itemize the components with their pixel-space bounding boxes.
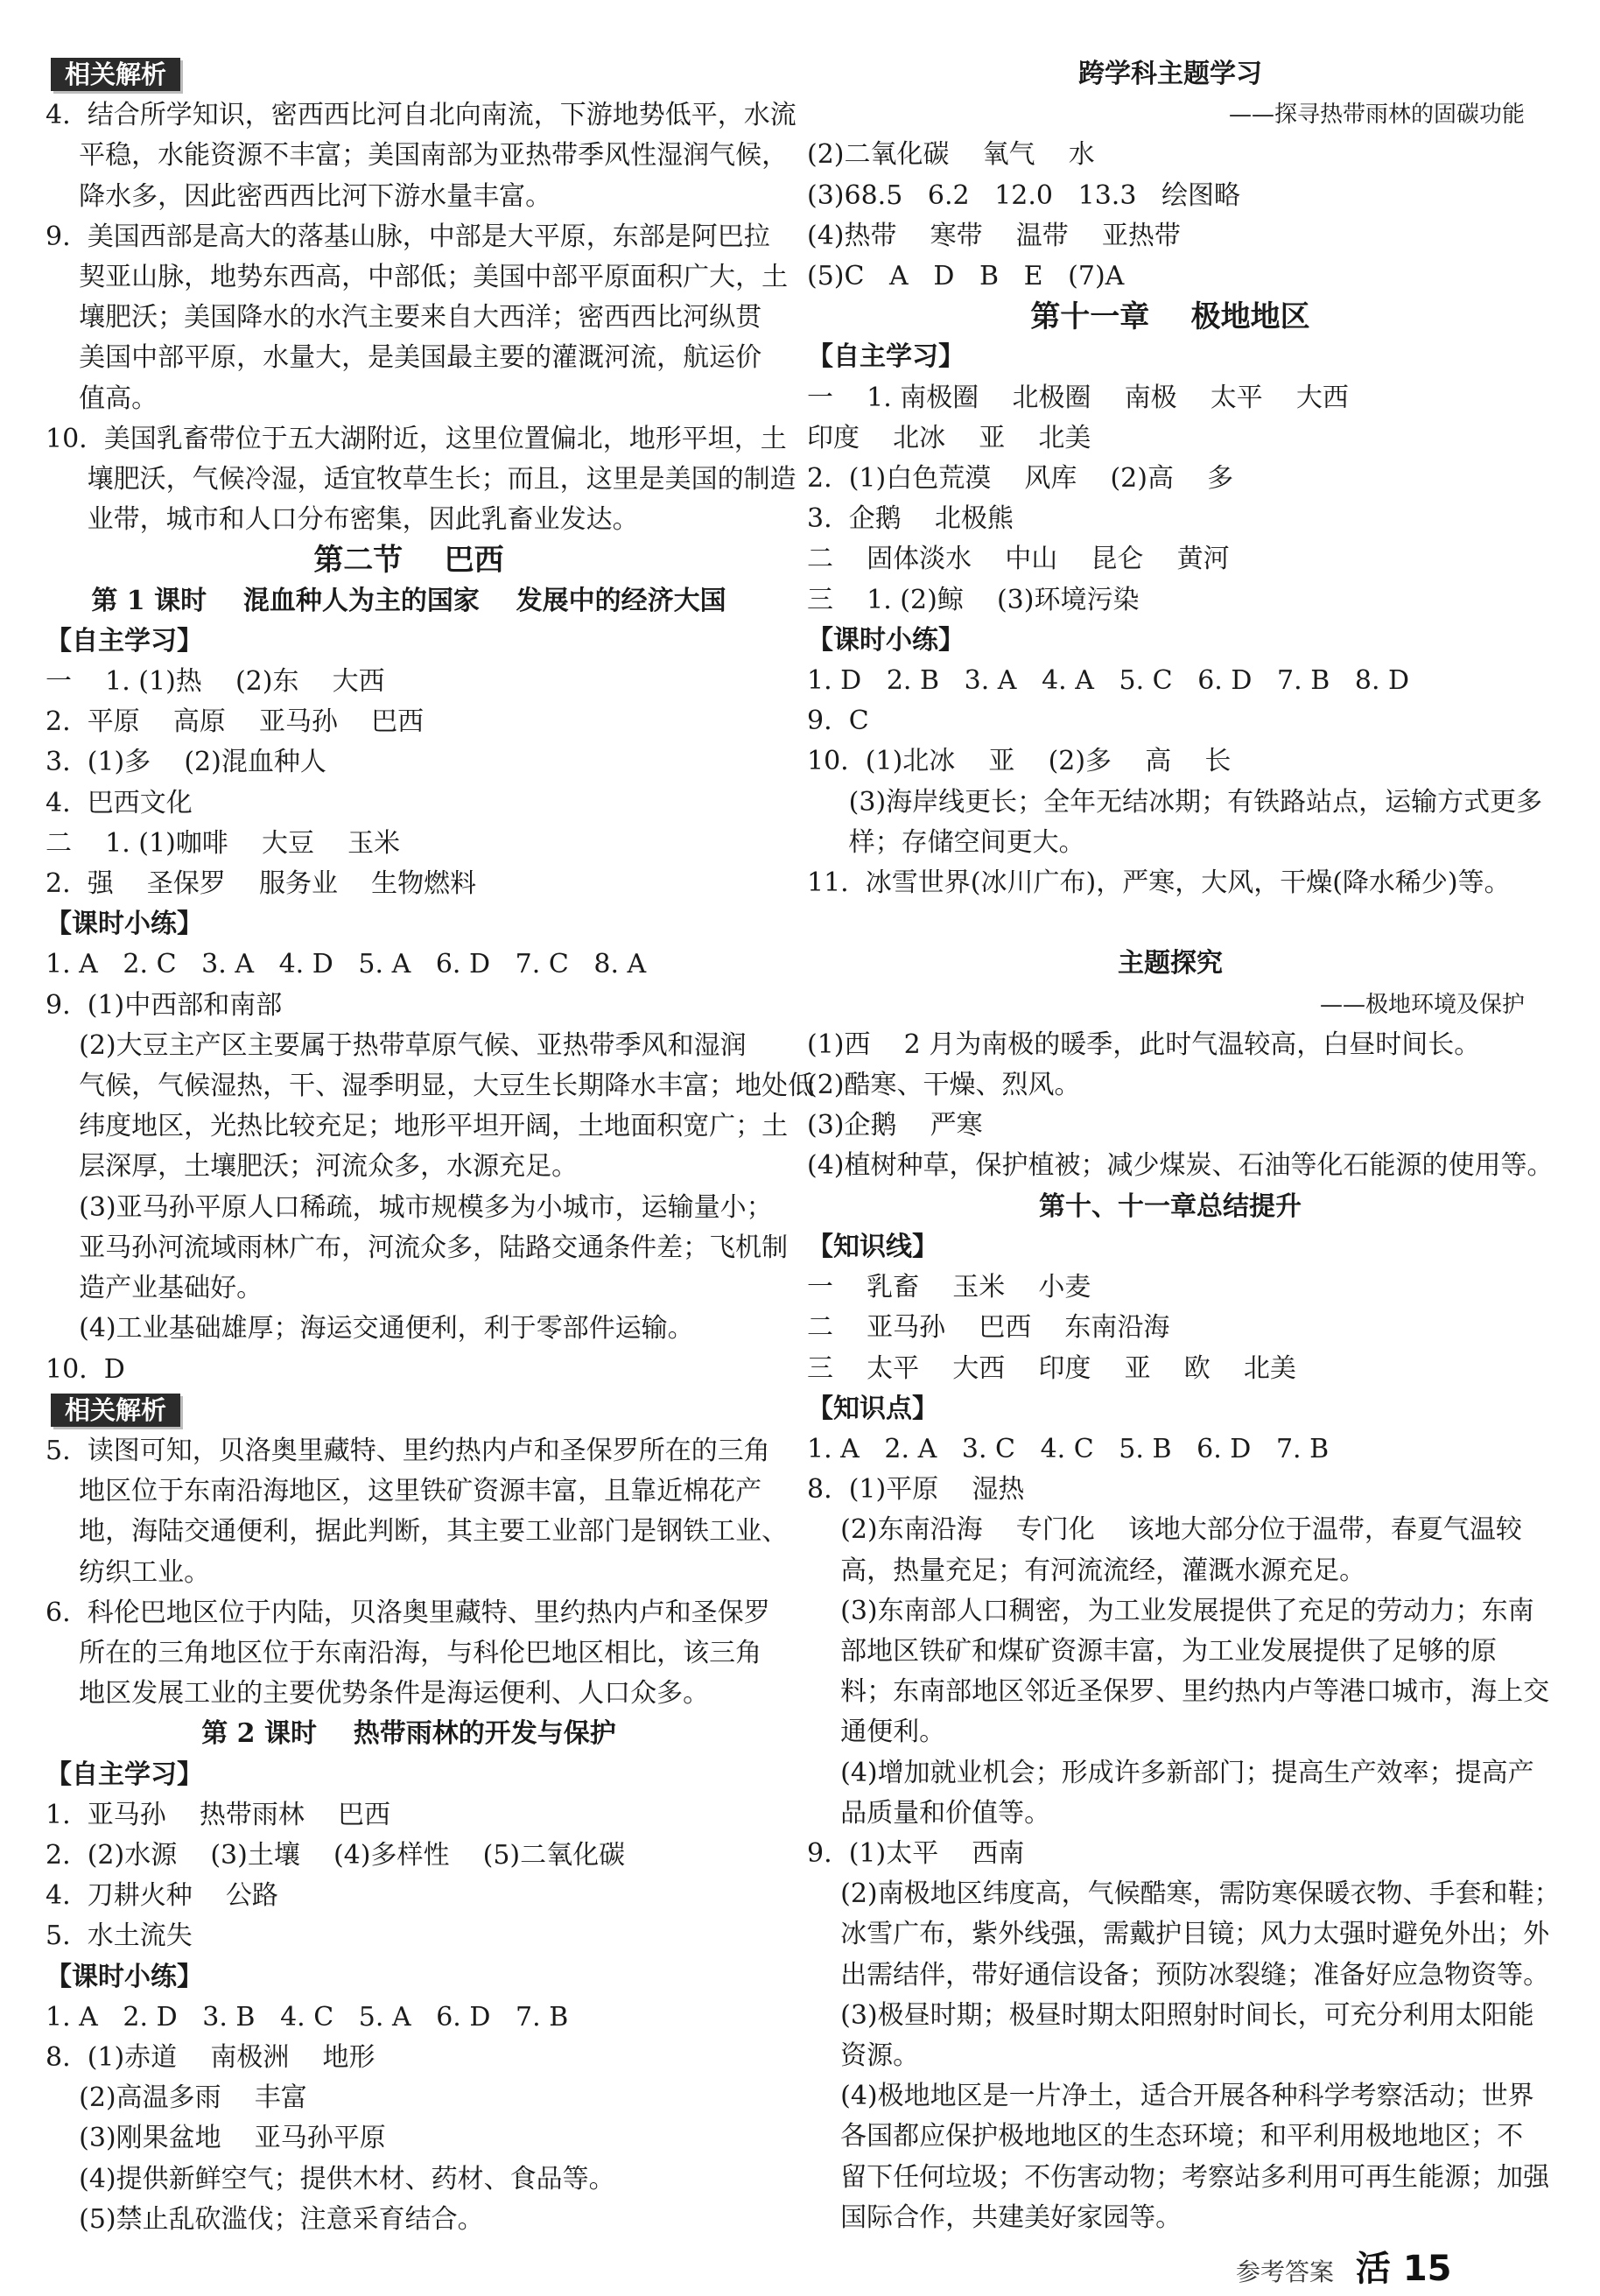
answer-line: (4)提供新鲜空气；提供木材、药材、食品等。 [46, 2163, 615, 2194]
page-number: 活 15 [1355, 2249, 1452, 2289]
answer-line: 9. (1)中西部和南部 [46, 989, 283, 1021]
chapter-heading: 第二节 巴西 [313, 543, 504, 579]
answer-line: (3)企鹅 严寒 [807, 1110, 983, 1141]
spacer-line [807, 903, 1533, 944]
answer-line: 业带，城市和人口分布密集，因此乳畜业发达。 [46, 504, 639, 536]
answer-line: 9. 美国西部是高大的落基山脉，中部是大平原，东部是阿巴拉 [46, 221, 770, 252]
answer-line: (4)极地地区是一片净土，适合开展各种科学考察活动；世界 [807, 2081, 1534, 2112]
section-tag-label: 相关解析 [51, 1394, 180, 1427]
answer-line: 6. 科伦巴地区位于内陆，贝洛奥里藏特、里约热内卢和圣保罗 [46, 1597, 770, 1628]
block-heading: 【课时小练】 [807, 624, 965, 656]
answer-line: 5. 读图可知，贝洛奥里藏特、里约热内卢和圣保罗所在的三角 [46, 1435, 770, 1466]
answer-line: (2)酷寒、干燥、烈风。 [807, 1070, 1081, 1101]
answer-line: 样；存储空间更大。 [807, 826, 1085, 858]
answer-line: (5)禁止乱砍滥伐；注意采育结合。 [46, 2203, 484, 2235]
answer-line: 1. 亚马孙 热带雨林 巴西 [46, 1799, 390, 1830]
answer-line: 10. 美国乳畜带位于五大湖附近，这里位置偏北，地形平坦，土 [46, 423, 787, 454]
answer-line: 值高。 [46, 383, 158, 414]
answer-line: 纬度地区，光热比较充足；地形平坦开阔，土地面积宽广；土 [46, 1111, 789, 1142]
answer-line: (3)亚马孙平原人口稀疏，城市规模多为小城市，运输量小； [46, 1191, 773, 1223]
answer-line: (3)极昼时期；极昼时期太阳照射时间长，可充分利用太阳能 [807, 1999, 1534, 2031]
left-column [46, 54, 815, 2240]
answer-line: (3)东南部人口稠密，为工业发展提供了充足的劳动力；东南 [807, 1595, 1534, 1626]
answer-line: 亚马孙河流域雨林广布，河流众多，陆路交通条件差；飞机制 [46, 1232, 789, 1263]
answer-line: 料；东南部地区邻近圣保罗、里约热内卢等港口城市，海上交 [807, 1676, 1550, 1708]
answer-line: 2. 平原 高原 亚马孙 巴西 [46, 706, 425, 738]
answer-line: (1)西 2 月为南极的暖季，此时气温较高，白昼时间长。 [807, 1029, 1481, 1060]
block-heading: 【自主学习】 [46, 625, 203, 657]
answer-line: 所在的三角地区位于东南沿海，与科伦巴地区相比，该三角 [46, 1637, 762, 1668]
answer-line: 层深厚，土壤肥沃；河流众多，水源充足。 [46, 1151, 579, 1183]
section-tag [46, 54, 772, 95]
answer-line: 壤肥沃，气候冷湿，适宜牧草生长；而且，这里是美国的制造 [46, 464, 796, 495]
answer-line: 2. (1)白色荒漠 风库 (2)高 多 [807, 463, 1234, 495]
answer-line: 1. D 2. B 3. A 4. A 5. C 6. D 7. B 8. D [807, 665, 1410, 697]
lesson-heading: 第 1 课时 混血种人为主的国家 发展中的经济大国 [91, 585, 726, 616]
answer-line: 造产业基础好。 [46, 1273, 263, 1304]
right-column [807, 54, 1561, 2238]
answer-line: (3)68.5 6.2 12.0 13.3 绘图略 [807, 179, 1241, 211]
answer-line: 9. (1)太平 西南 [807, 1837, 1025, 1869]
answer-line: 纺织工业。 [46, 1556, 211, 1588]
answer-line: 气候，气候湿热，干、湿季明显，大豆生长期降水丰富；地处低 [46, 1071, 815, 1102]
answer-line: 地，海陆交通便利，据此判断，其主要工业部门是钢铁工业、 [46, 1516, 789, 1548]
topic-heading: 第十、十一章总结提升 [1039, 1190, 1302, 1222]
answer-line: 各国都应保护极地地区的生态环境；和平利用极地地区；不 [807, 2121, 1524, 2152]
answer-line: (2)南极地区纬度高，气候酷寒，需防寒保暖衣物、手套和鞋； [807, 1878, 1561, 1910]
answer-line: 资源。 [807, 2040, 920, 2071]
chapter-heading: 第十一章 极地地区 [1030, 299, 1310, 335]
answer-line: 2. 强 圣保罗 服务业 生物燃料 [46, 868, 477, 900]
answer-line: 4. 结合所学知识，密西西比河自北向南流，下游地势低平，水流 [46, 100, 796, 131]
answer-line: 1. A 2. C 3. A 4. D 5. A 6. D 7. C 8. A [46, 949, 647, 980]
answer-line: 4. 巴西文化 [46, 787, 193, 818]
answer-line: 3. 企鹅 北极熊 [807, 503, 1014, 535]
answer-line: (3)海岸线更长；全年无结冰期；有铁路站点，运输方式更多 [807, 786, 1543, 818]
answer-line: 一 1. (1)热 (2)东 大西 [46, 666, 385, 698]
answer-line: (2)东南沿海 专门化 该地大部分位于温带，春夏气温较 [807, 1514, 1522, 1546]
answer-line: 一 乳畜 玉米 小麦 [807, 1272, 1091, 1303]
answer-line: 高，热量充足；有河流流经，灌溉水源充足。 [807, 1555, 1366, 1586]
answer-line: (2)二氧化碳 氧气 水 [807, 139, 1095, 171]
topic-subtitle: ——极地环境及保护 [1319, 991, 1525, 1018]
topic-heading: 跨学科主题学习 [1078, 59, 1262, 89]
answer-line: (3)刚果盆地 亚马孙平原 [46, 2123, 386, 2154]
answer-line: 美国中部平原，水量大，是美国最主要的灌溉河流，航运价 [46, 342, 762, 374]
answer-line: (4)工业基础雄厚；海运交通便利，利于零部件运输。 [46, 1313, 694, 1345]
topic-heading: 主题探究 [1118, 948, 1223, 979]
block-heading: 【自主学习】 [807, 341, 965, 373]
answer-line: 三 1. (2)鲸 (3)环境污染 [807, 584, 1140, 615]
block-heading: 【自主学习】 [46, 1759, 203, 1790]
answer-line: 10. D [46, 1353, 125, 1385]
answer-line: 冰雪广布，紫外线强，需戴护目镜；风力太强时避免外出；外 [807, 1919, 1550, 1950]
answer-line: (4)植树种草，保护植被；减少煤炭、石油等化石能源的使用等。 [807, 1150, 1554, 1182]
answer-line: 8. (1)平原 湿热 [807, 1474, 1025, 1506]
answer-line: 8. (1)赤道 南极洲 地形 [46, 2041, 375, 2073]
answer-line: 地区发展工业的主要优势条件是海运便利、人口众多。 [46, 1678, 710, 1710]
section-tag-label: 相关解析 [51, 58, 180, 91]
answer-line: 契亚山脉，地势东西高，中部低；美国中部平原面积广大，土 [46, 262, 789, 293]
answer-line: 地区位于东南沿海地区，这里铁矿资源丰富，且靠近棉花产 [46, 1476, 762, 1507]
answer-line: 2. (2)水源 (3)土壤 (4)多样性 (5)二氧化碳 [46, 1839, 626, 1871]
section-tag [46, 1390, 772, 1431]
block-heading: 【知识点】 [807, 1393, 938, 1424]
answer-line: (4)热带 寒带 温带 亚热带 [807, 220, 1181, 251]
block-heading: 【知识线】 [807, 1231, 938, 1262]
answer-line: 4. 刀耕火种 公路 [46, 1880, 278, 1912]
answer-line: (5)C A D B E (7)A [807, 261, 1125, 292]
answer-line: 部地区铁矿和煤矿资源丰富，为工业发展提供了足够的原 [807, 1635, 1498, 1667]
topic-subtitle: ——探寻热带雨林的固碳功能 [1228, 102, 1525, 129]
answer-line: (2)高温多雨 丰富 [46, 2082, 307, 2114]
answer-line: 三 太平 大西 印度 亚 欧 北美 [807, 1352, 1296, 1384]
answer-line: 品质量和价值等。 [807, 1797, 1051, 1829]
answer-line: (2)大豆主产区主要属于热带草原气候、亚热带季风和湿润 [46, 1029, 747, 1061]
answer-line: 5. 水土流失 [46, 1920, 193, 1952]
footer-label: 参考答案 [1236, 2257, 1335, 2286]
answer-line: 11. 冰雪世界(冰川广布)，严寒，大风，干燥(降水稀少)等。 [807, 867, 1511, 899]
answer-line: 1. A 2. A 3. C 4. C 5. B 6. D 7. B [807, 1433, 1330, 1464]
lesson-heading: 第 2 课时 热带雨林的开发与保护 [201, 1718, 616, 1750]
answer-line: 1. A 2. D 3. B 4. C 5. A 6. D 7. B [46, 2001, 569, 2033]
answer-line: 10. (1)北冰 亚 (2)多 高 长 [807, 746, 1232, 777]
answer-line: 留下任何垃圾；不伤害动物；考察站多利用可再生能源；加强 [807, 2161, 1550, 2193]
answer-line: (4)增加就业机会；形成许多新部门；提高生产效率；提高产 [807, 1757, 1534, 1788]
answer-line: 出需结伴，带好通信设备；预防冰裂缝；准备好应急物资等。 [807, 1959, 1550, 1991]
answer-line: 通便利。 [807, 1717, 946, 1748]
answer-line: 平稳，水能资源不丰富；美国南部为亚热带季风性湿润气候， [46, 140, 789, 172]
answer-line: 一 1. 南极圈 北极圈 南极 太平 大西 [807, 382, 1349, 413]
answer-line: 二 固体淡水 中山 昆仑 黄河 [807, 544, 1230, 575]
answer-line: 9. C [807, 706, 869, 737]
block-heading: 【课时小练】 [46, 909, 203, 940]
answer-line: 降水多，因此密西西比河下游水量丰富。 [46, 180, 552, 212]
block-heading: 【课时小练】 [46, 1961, 203, 1992]
answer-line: 国际合作，共建美好家园等。 [807, 2201, 1182, 2233]
answer-line: 3. (1)多 (2)混血种人 [46, 747, 326, 778]
answer-line: 二 亚马孙 巴西 东南沿海 [807, 1312, 1170, 1344]
answer-line: 壤肥沃；美国降水的水汽主要来自大西洋；密西西比河纵贯 [46, 302, 762, 334]
answer-line: 印度 北冰 亚 北美 [807, 422, 1091, 453]
page-footer [1236, 2241, 1452, 2291]
answer-line: 二 1. (1)咖啡 大豆 玉米 [46, 827, 401, 859]
